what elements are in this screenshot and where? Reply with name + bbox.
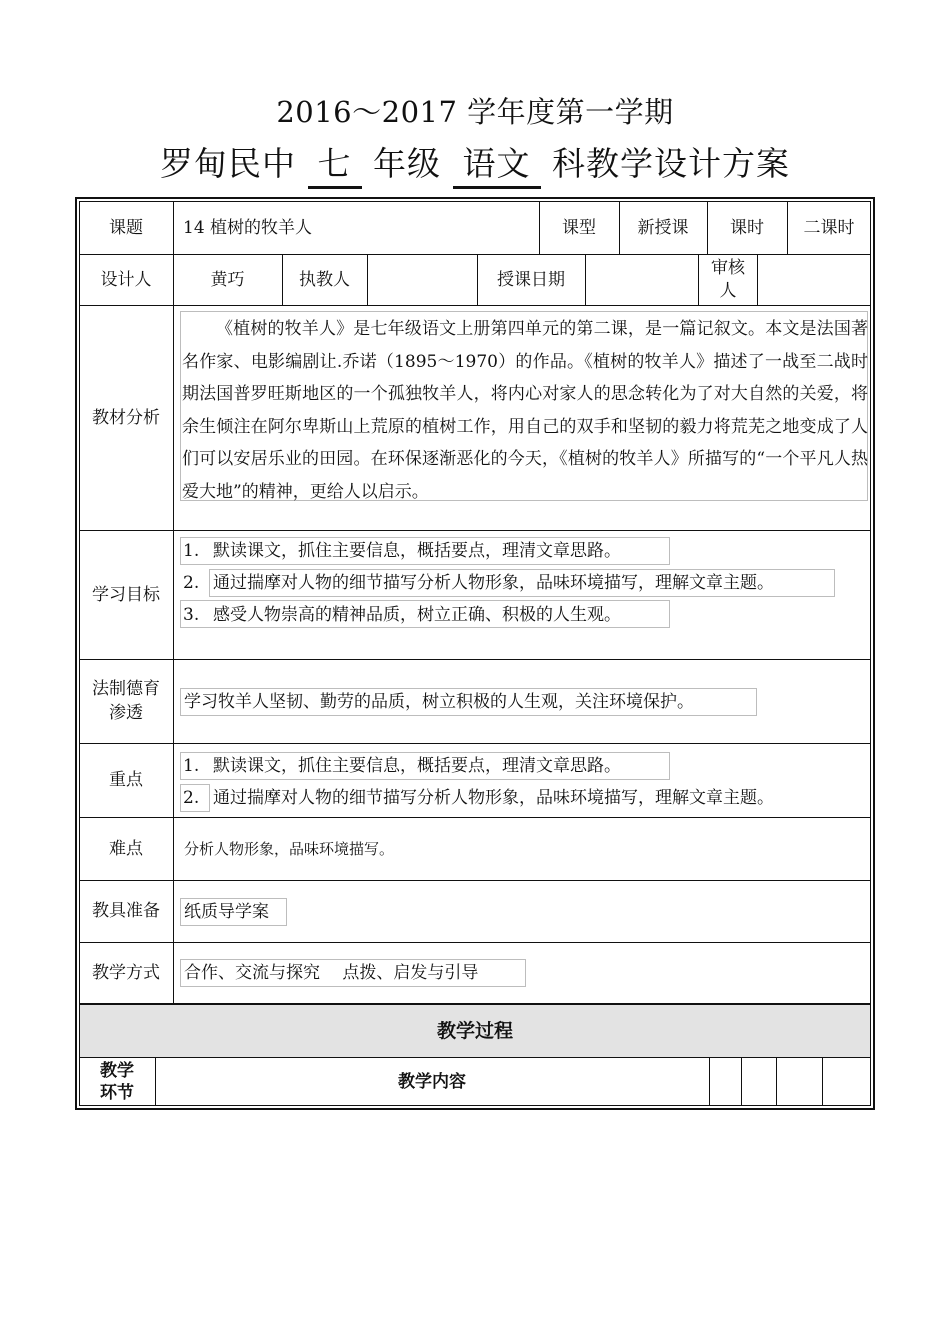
year-title: 2016～2017 学年度第一学期 [276, 95, 674, 129]
list-item: 2. 通过揣摩对人物的细节描写分析人物形象，品味环境描写，理解文章主题。 [183, 573, 774, 593]
process-content-header: 教学内容 [398, 1072, 466, 1092]
objectives-label: 学习目标 [92, 584, 160, 605]
materials-label: 教具准备 [92, 901, 160, 921]
school-name: 罗甸民中 [160, 144, 296, 183]
list-item: 1. 默读课文，抓住主要信息，概括要点，理清文章思路。 [183, 541, 621, 561]
moral-text: 学习牧羊人坚韧、勤劳的品质，树立积极的人生观，关注环境保护。 [184, 692, 694, 712]
teacher-label: 执教人 [299, 269, 350, 290]
difficulty-label: 难点 [109, 838, 143, 859]
col-divider [698, 254, 699, 305]
difficulty-text: 分析人物形象，品味环境描写。 [184, 839, 395, 858]
row-divider [79, 880, 871, 881]
col-divider [741, 1057, 742, 1106]
method-text: 合作、交流与探究 点拨、启发与引导 [184, 963, 479, 983]
list-item: 1. 默读课文，抓住主要信息，概括要点，理清文章思路。 [183, 756, 621, 776]
designer-label: 设计人 [100, 269, 152, 290]
grade-suffix: 年级 [373, 144, 441, 183]
objectives-list [183, 535, 774, 631]
subject-value: 语文 [453, 142, 541, 189]
col-divider [173, 201, 174, 1003]
list-item: 2. 通过揣摩对人物的细节描写分析人物形象，品味环境描写，理解文章主题。 [183, 788, 774, 808]
key-points-list [183, 750, 774, 814]
topic-label: 课题 [109, 217, 143, 238]
plan-title [0, 140, 950, 189]
lesson-type-label: 课型 [562, 217, 596, 238]
hours-value: 二课时 [803, 217, 855, 238]
plan-title-suffix: 科教学设计方案 [552, 144, 790, 183]
row-divider [79, 942, 871, 943]
date-label: 授课日期 [497, 269, 565, 290]
hours-label: 课时 [730, 217, 764, 238]
reviewer-label: 审核人 [711, 257, 745, 301]
row-divider [79, 659, 871, 660]
col-divider [776, 1057, 777, 1106]
col-divider [822, 1057, 823, 1106]
process-title: 教学过程 [436, 1020, 513, 1042]
teacher-value [367, 254, 477, 305]
analysis-text: 《植树的牧羊人》是七年级语文上册第四单元的第二课，是一篇记叙文。本文是法国著名作家、电影编剧让.乔诺（1895～1970）的作品。《植树的牧羊人》描述了一战至二战时期法国普罗旺斯地区的一个孤独牧羊人，将内心对家人的思念转化为了对大自然的关爱，将余生倾注在阿尔卑斯山上荒原的植树工作，用自己的双手和坚韧的毅力将荒芜之地变成了人们可以安居乐业的田园。在环保逐渐恶化的今天，《植树的牧羊人》所描写的“一个平凡人热爱大地”的精神，更给人以启示。 [182, 319, 868, 502]
topic-value: 14 植树的牧羊人 [183, 217, 313, 238]
col-divider [709, 1057, 710, 1106]
materials-text: 纸质导学案 [184, 902, 269, 922]
lesson-type-value: 新授课 [637, 217, 689, 238]
grade-value: 七 [308, 142, 362, 189]
row-divider [79, 743, 871, 744]
row-divider [79, 305, 871, 306]
list-item: 3. 感受人物崇高的精神品质，树立正确、积极的人生观。 [183, 605, 621, 625]
moral-label: 法制德育 渗透 [92, 679, 160, 723]
method-label: 教学方式 [92, 962, 160, 983]
key-points-label: 重点 [109, 770, 143, 790]
process-stage-header: 教学 环节 [100, 1061, 134, 1103]
analysis-label: 教材分析 [92, 407, 160, 428]
reviewer-value [757, 254, 871, 305]
row-divider [79, 530, 871, 531]
designer-value: 黄巧 [210, 269, 245, 290]
date-value [585, 254, 698, 305]
